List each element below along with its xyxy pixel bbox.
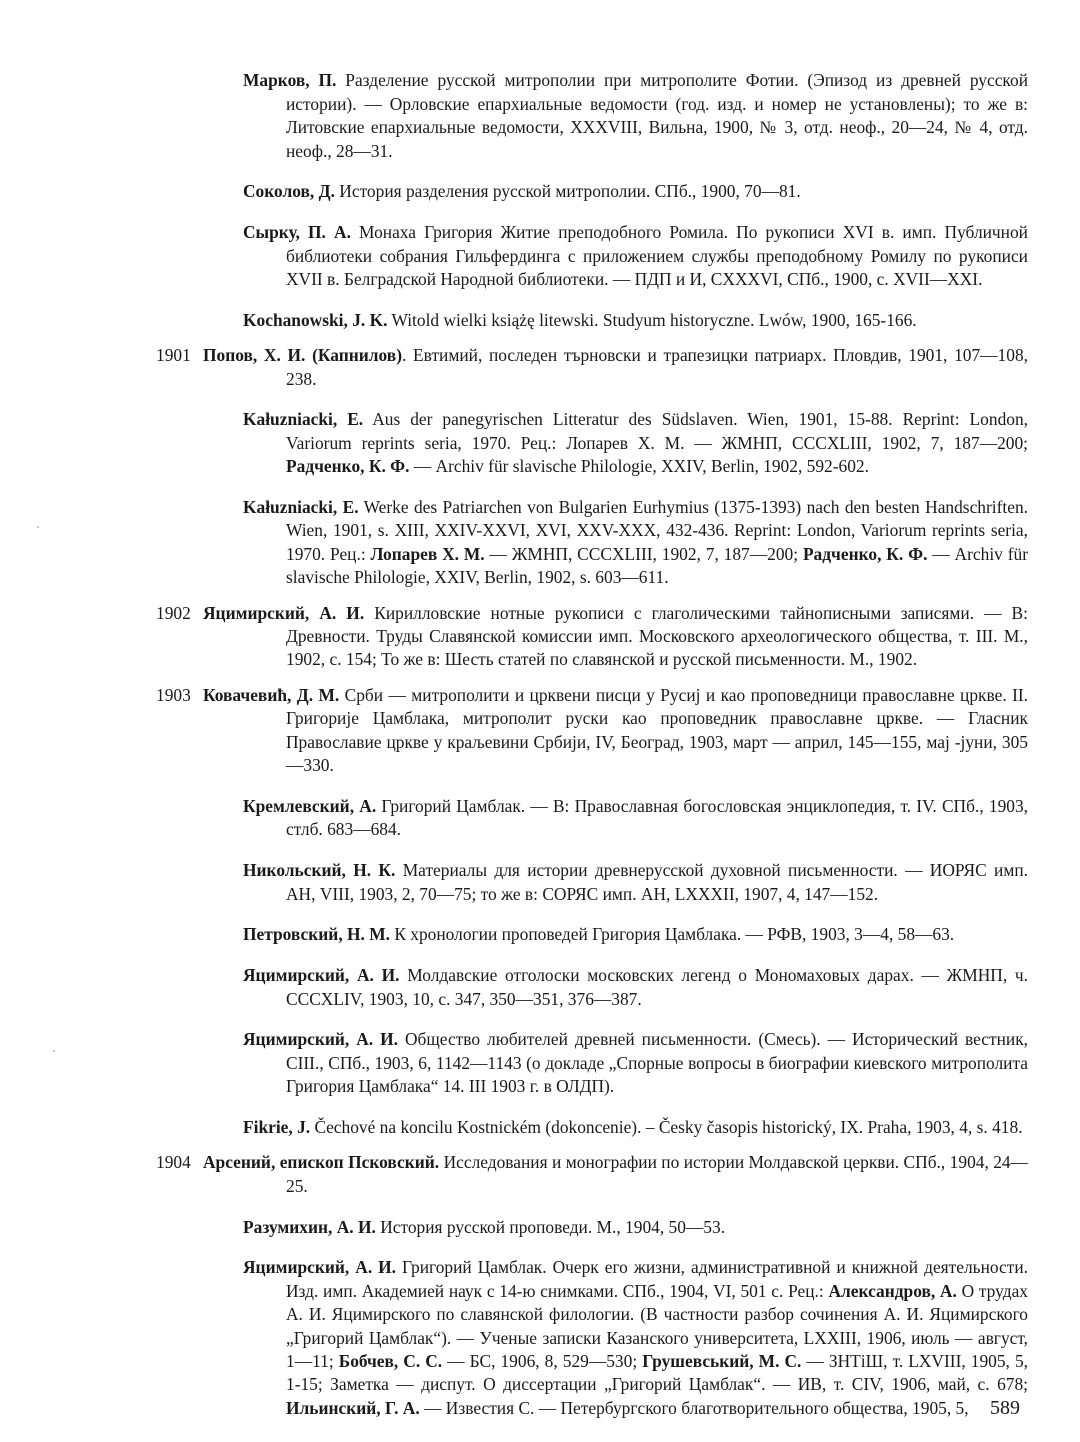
entry-text: — Известия С. — Петербургского благотворительного общества, 1905, 5,	[419, 1397, 969, 1418]
bibliography-entry	[156, 344, 1028, 391]
entry-text: Монаха Григория Житие преподобного Ромила. По рукописи XVI в. имп. Публичной библиотеки собрания Гильфердинга с приложением службы преподобному Ромилу по рукописи XVII в. Белградской Народной библиотеки. — ПДП и И, CXXXVI, СПб., 1900, с. XVII—XXI.	[286, 222, 1028, 290]
reviewer-name: Александров, А.	[828, 1280, 957, 1301]
bibliography-entry	[156, 1151, 1029, 1198]
bibliography-entry	[243, 1256, 1028, 1420]
entry-text: . Евтимий, последен търновски и трапезицки патриарх. Пловдив, 1901, 107—108, 238.	[286, 345, 1028, 389]
entry-author: Петровский, Н. М.	[243, 924, 390, 945]
bibliography-entry	[156, 684, 1028, 778]
bibliography-entry	[243, 795, 1028, 842]
entry-text: Разделение русской митрополии при митрополите Фотии. (Эпизод из древней русской истории). — Орловские епархиальные ведомости (год. изд. и номер не установлены); то же в: Литовские епархиальные ведомости, XXXVIII, Вильна, 1900, № 3, отд. неоф., 20—24, № 4, отд. неоф., 28—31.	[286, 70, 1029, 161]
entry-text: О трудах А. И. Яцимирского по славянской филологии. (В частности разбор сочинения А. И. Яцимирского „Григорий Цамблак“). — Ученые записки Казанского университета, LXXIII, 1906, июль — август, 1—11;	[286, 1280, 1028, 1371]
entry-text: — ЖМНП, CCCXLIII, 1902, 7, 187—200;	[484, 543, 803, 564]
bibliography-entry	[243, 859, 1028, 906]
bibliography-entry	[243, 408, 1028, 478]
entry-author: Сырку, П. А.	[243, 222, 351, 243]
entry-text: Witold wielki książę litewski. Studyum historyczne. Lwów, 1900, 165-166.	[387, 309, 917, 330]
bibliography-entry	[243, 1116, 1028, 1139]
entry-text: Общество любителей древней письменности. (Смесь). — Исторический вестник, CIII., СПб., 1903, 6, 1142—1143 (о докладе „Спорные вопросы в биографии киевского митрополита Григория Цамблака“ 14. III 1903 г. в ОЛДП).	[286, 1029, 1029, 1097]
entry-text: Werke des Patriarchen von Bulgarien Eurhymius (1375-1393) nach den besten Handschriften. Wien, 1901, s. XIII, XXIV-XXVI, XVI, XXV-XXX, 432-436. Reprint: London, Variorum reprints seria, 1970. Рец.:	[286, 497, 1028, 564]
bibliography-entry	[156, 602, 1028, 672]
scan-speck	[37, 526, 39, 528]
entry-year: 1902	[156, 602, 191, 623]
bibliography-column	[156, 52, 1029, 1424]
scan-speck	[53, 1050, 55, 1052]
entry-author: Разумихин, А. И.	[243, 1216, 376, 1237]
entry-text: Материалы для истории древнерусской духовной письменности. — ИОРЯС имп. АН, VIII, 1903, 2, 70—75; то же в: СОРЯС имп. АН, LXXXII, 1907, 4, 147—152.	[286, 860, 1028, 904]
entry-text: Григорий Цамблак. Очерк его жизни, административной и книжной деятельности. Изд. имп. Академией наук с 14-ю снимками. СПб., 1904, VI, 501 с. Рец.:	[286, 1257, 1028, 1301]
entry-text: — ЗНТіШ, т. LXVIII, 1905, 5, 1-15; Заметка — диспут. О диссертации „Григорий Цамблак“. — ИВ, т. CIV, 1906, май, с. 678;	[286, 1350, 1028, 1395]
entry-text: Čechové na koncilu Kostnickém (dokoncenie). – Česky časopis historický, IX. Praha, 1903, 4, s. 418.	[310, 1116, 1023, 1137]
entry-year: 1904	[156, 1152, 191, 1173]
page-number: 589	[990, 1397, 1020, 1419]
entry-text: — Archiv für slavische Philologie, XXIV, Berlin, 1902, s. 603—611.	[286, 543, 1028, 588]
entry-author: Kochanowski, J. K.	[243, 309, 388, 330]
reviewer-name: Ильинский, Г. А.	[286, 1397, 420, 1418]
bibliography-entry	[243, 1216, 1028, 1239]
entry-author: Попов, Х. И. (Капнилов)	[203, 345, 402, 366]
bibliography-entry	[243, 923, 1028, 946]
reviewer-name: Лопарев Х. М.	[370, 543, 485, 564]
entry-text: К хронологии проповедей Григория Цамблака. — РФВ, 1903, 3—4, 58—63.	[390, 924, 955, 945]
entry-text: Григорий Цамблак. — В: Православная богословская энциклопедия, т. IV. СПб., 1903, стлб. 683—684.	[286, 795, 1028, 840]
entry-author: Fikrie, J.	[243, 1116, 311, 1137]
entry-text: Кирилловские нотные рукописи с глаголическими тайнописными записями. — В: Древности. Труды Славянской комиссии имп. Московского археологического общества, т. III. М., 1902, с. 154; То же в: Шесть статей по славянской и русской письменности. М., 1902.	[286, 602, 1028, 670]
entry-text: История разделения русской митрополии. СПб., 1900, 70—81.	[334, 181, 801, 202]
entry-text: — БС, 1906, 8, 529—530;	[442, 1350, 643, 1371]
bibliography-entry	[243, 1028, 1028, 1098]
entry-text: Молдавские отголоски московских легенд о Мономаховых дарах. — ЖМНП, ч. CCCXLIV, 1903, 10, с. 347, 350—351, 376—387.	[286, 965, 1028, 1009]
bibliography-entry	[243, 496, 1028, 590]
entry-author: Яцимирский, А. И.	[203, 602, 365, 623]
entry-author: Ковачевић, Д. М.	[203, 684, 340, 705]
entry-author: Кремлевский, А.	[243, 795, 377, 816]
entry-author: Kałuzniacki, E.	[243, 409, 364, 430]
bibliography-entry	[243, 69, 1028, 163]
entry-text: Aus der panegyrischen Litteratur des Südslaven. Wien, 1901, 15-88. Reprint: London, Variorum reprints seria, 1970. Рец.: Лопарев Х. М. — ЖМНП, CCCXLIII, 1902, 7, 187—200;	[286, 409, 1029, 453]
entry-text: История русской проповеди. М., 1904, 50—53.	[375, 1216, 726, 1237]
entry-author: Яцимирский, А. И.	[243, 965, 400, 986]
reviewer-name: Радченко, К. Ф.	[286, 456, 410, 477]
reviewer-name: Грушевський, М. С.	[642, 1350, 802, 1371]
bibliography-entry	[243, 309, 1028, 332]
entry-author: Соколов, Д.	[243, 181, 335, 202]
entry-author: Kałuzniacki, E.	[243, 497, 359, 518]
entry-author: Яцимирский, А. И.	[243, 1029, 399, 1050]
entry-text: Срби — митрополити и црквени писци у Русиј и као проповедници православне цркве. II. Григорије Цамблака, митрополит руски као проповедник православне цркве. — Гласник Православие цркве у краљевини Србији, IV, Београд, 1903, март — април, 145—155, мај -јуни, 305—330.	[286, 684, 1028, 776]
bibliography-entry	[243, 180, 1028, 203]
reviewer-name: Радченко, К. Ф.	[802, 543, 928, 564]
entry-year: 1903	[156, 684, 191, 705]
entry-author: Марков, П.	[243, 70, 337, 91]
bibliography-entry	[243, 964, 1028, 1011]
entry-text: Исследования и монографии по истории Молдавской церкви. СПб., 1904, 24—25.	[286, 1152, 1029, 1196]
bibliography-entry	[243, 221, 1028, 291]
entry-author: Яцимирский, А. И.	[243, 1257, 397, 1278]
entry-year: 1901	[156, 345, 191, 366]
entry-author: Арсений, епископ Псковский.	[203, 1152, 440, 1173]
entry-text: — Archiv für slavische Philologie, XXIV, Berlin, 1902, 592-602.	[409, 456, 869, 477]
entry-author: Никольский, Н. К.	[243, 860, 396, 881]
reviewer-name: Бобчев, С. С.	[338, 1350, 443, 1371]
